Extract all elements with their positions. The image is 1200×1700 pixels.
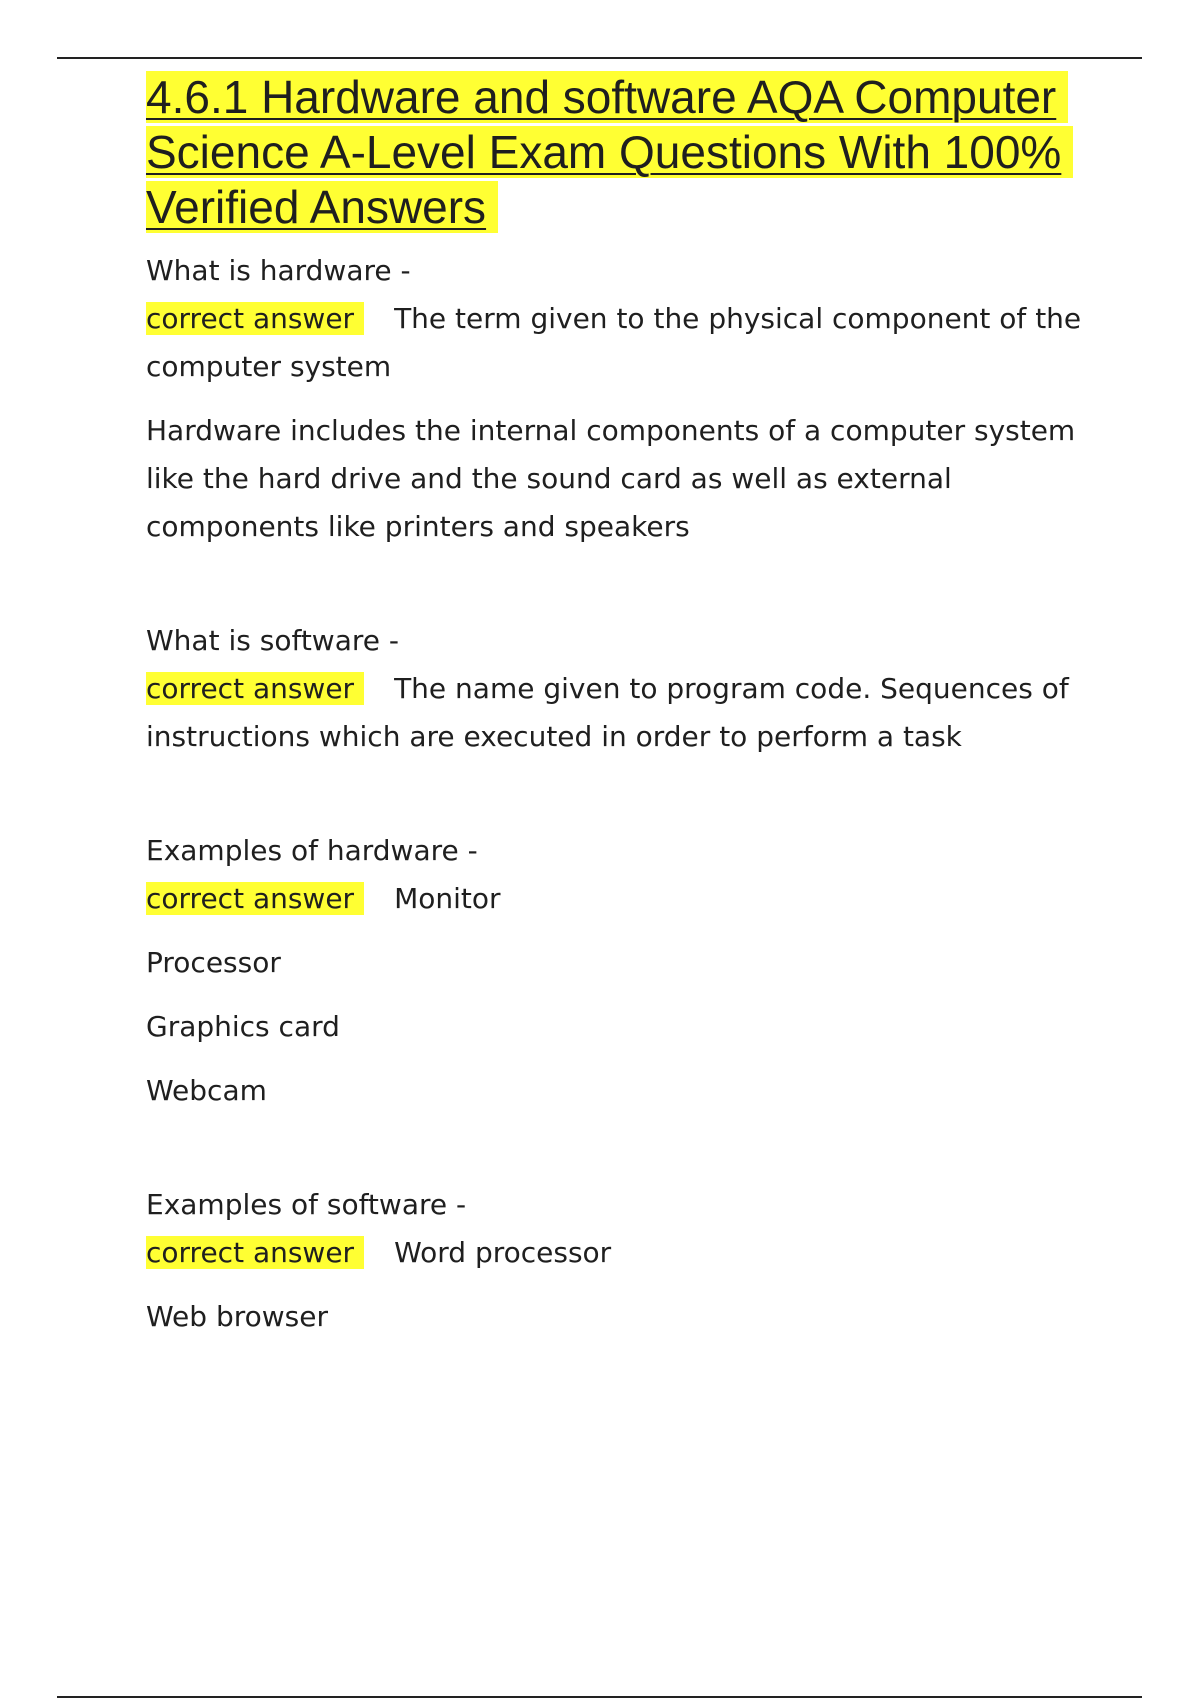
- header-rule: [57, 57, 1142, 59]
- question-text: Examples of software -: [146, 1188, 467, 1221]
- answer-text: Word processor: [394, 1236, 612, 1269]
- answer-detail: Hardware includes the internal components of a computer system like the hard drive and the sound card as well as external components like printers and speakers: [146, 414, 1076, 543]
- spacer: [146, 761, 1096, 827]
- answer-line: [146, 875, 1096, 923]
- example-item: Web browser: [146, 1300, 328, 1333]
- question-text: Examples of hardware -: [146, 834, 478, 867]
- question-text: What is hardware -: [146, 254, 411, 287]
- title-highlight: 4.6.1 Hardware and software AQA Computer Science A-Level Exam Questions With 100% Verified Answers: [146, 71, 1073, 233]
- answer-text: The name given to program code. Sequences of instructions which are executed in order to perform a task: [146, 672, 1069, 753]
- correct-answer-label: correct answer: [146, 882, 364, 915]
- correct-answer-label: correct answer: [146, 1236, 364, 1269]
- footer-rule: [57, 1696, 1142, 1698]
- spacer: [146, 1115, 1096, 1181]
- question-text: What is software -: [146, 624, 399, 657]
- spacer: [146, 551, 1096, 617]
- answer-text: Monitor: [394, 882, 501, 915]
- example-item: Webcam: [146, 1074, 267, 1107]
- qa-item-software-examples: [146, 1181, 1096, 1341]
- answer-line: [146, 1229, 1096, 1277]
- answer-line: [146, 665, 1096, 761]
- answer-line: [146, 295, 1096, 391]
- qa-item-hardware-examples: [146, 827, 1096, 1115]
- qa-list: [146, 247, 1096, 1341]
- correct-answer-label: correct answer: [146, 302, 364, 335]
- document-body: [146, 70, 1096, 1341]
- answer-text: The term given to the physical component of the computer system: [146, 302, 1082, 383]
- qa-item-software: [146, 617, 1096, 761]
- example-item: Processor: [146, 946, 281, 979]
- example-item: Graphics card: [146, 1010, 340, 1043]
- correct-answer-label: correct answer: [146, 672, 364, 705]
- document-title: [146, 70, 1096, 235]
- qa-item-hardware: [146, 247, 1096, 551]
